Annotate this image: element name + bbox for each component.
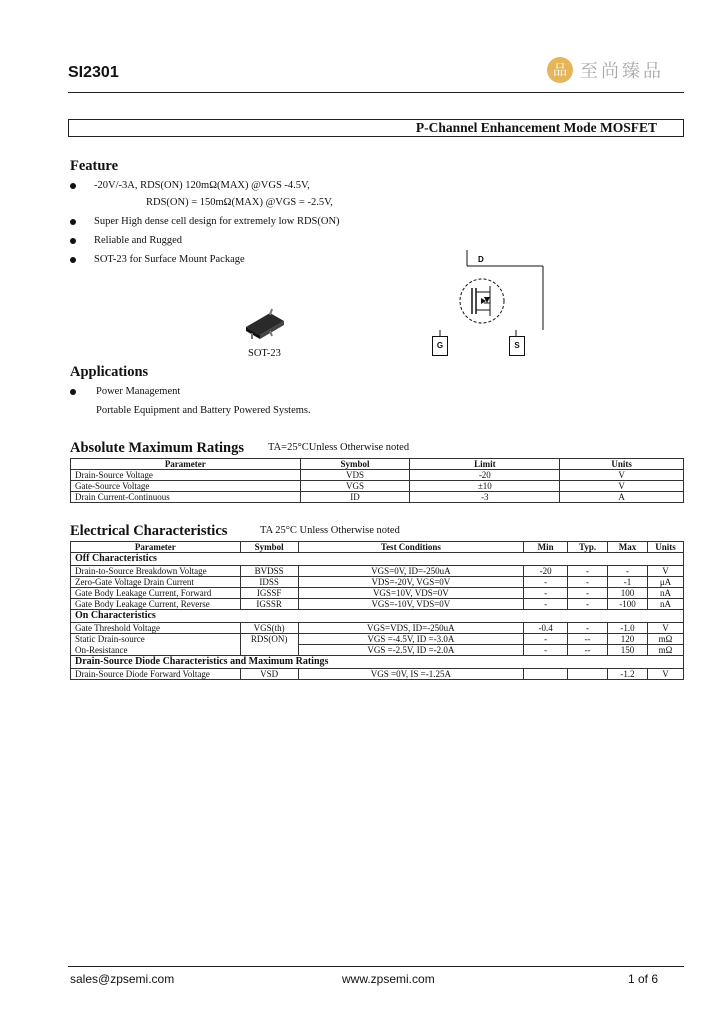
elec-heading: Electrical Characteristics <box>70 523 228 539</box>
applications-heading: Applications <box>70 364 149 380</box>
table-row: Gate Body Leakage Current, Forward IGSSF VGS=10V, VDS=0V - - 100 nA <box>71 588 684 599</box>
logo-glyph: 品 <box>553 63 567 79</box>
table-row: Drain-to-Source Breakdown Voltage BVDSS VGS=0V, ID=-250uA -20 - - V <box>71 566 684 577</box>
drain-label: D <box>478 255 484 264</box>
list-item: Super High dense cell design for extremely low RDS(ON) <box>70 216 340 227</box>
list-item: -20V/-3A, RDS(ON) 120mΩ(MAX) @VGS -4.5V, <box>70 180 310 191</box>
table-header-row: Parameter Symbol Limit Units <box>71 459 684 470</box>
abs-max-heading: Absolute Maximum Ratings <box>70 440 245 456</box>
list-item: Reliable and Rugged <box>70 235 182 246</box>
section-row-on: On Characteristics <box>71 610 684 623</box>
footer-website: www.zpsemi.com <box>342 972 435 986</box>
table-row: Gate Body Leakage Current, Reverse IGSSR VGS=-10V, VDS=0V - - -100 nA <box>71 599 684 610</box>
table-row: Gate Threshold Voltage VGS(th) VGS=VDS, ID=-250uA -0.4 - -1.0 V <box>71 623 684 634</box>
list-item-continuation: RDS(ON) = 150mΩ(MAX) @VGS = -2.5V, <box>146 197 333 208</box>
logo-text: 至尚臻品 <box>580 61 664 82</box>
table-row: Gate-Source Voltage VGS ±10 V <box>71 481 684 492</box>
list-item: SOT-23 for Surface Mount Package <box>70 254 245 265</box>
abs-max-table <box>70 458 684 503</box>
page-number: 1 of 6 <box>628 972 659 986</box>
footer-email: sales@zpsemi.com <box>70 972 175 986</box>
abs-max-note: TA=25°CUnless Otherwise noted <box>268 442 410 453</box>
gate-label: G <box>432 336 448 356</box>
table-row: Drain Current-Continuous ID -3 A <box>71 492 684 503</box>
logo-emblem-icon <box>546 56 574 84</box>
table-row: Drain-Source Diode Forward Voltage VSD VGS =0V, IS =-1.25A -1.2 V <box>71 669 684 680</box>
footer-divider <box>68 966 684 967</box>
source-label: S <box>509 336 525 356</box>
table-row: Drain-Source Voltage VDS -20 V <box>71 470 684 481</box>
elec-note: TA 25°C Unless Otherwise noted <box>260 525 400 536</box>
part-number: SI2301 <box>68 64 119 81</box>
feature-heading: Feature <box>70 158 119 174</box>
sot23-package-icon <box>240 305 290 345</box>
section-row-diode: Drain-Source Diode Characteristics and Maximum Ratings <box>71 656 684 669</box>
section-row-off: Off Characteristics <box>71 553 684 566</box>
table-row: Zero-Gate Voltage Drain Current IDSS VDS=-20V, VGS=0V - - -1 μA <box>71 577 684 588</box>
package-label: SOT-23 <box>248 348 281 359</box>
company-logo <box>546 56 664 84</box>
elec-table <box>70 541 684 680</box>
header-divider <box>68 92 684 93</box>
list-item: Power Management <box>70 386 180 397</box>
table-row: Static Drain-source RDS(ON) VGS =-4.5V, ID =-3.0A - -- 120 mΩ <box>71 634 684 645</box>
table-header-row: Parameter Symbol Test Conditions Min Typ. Max Units <box>71 542 684 553</box>
list-item-continuation: Portable Equipment and Battery Powered Systems. <box>96 405 311 416</box>
page-title: P-Channel Enhancement Mode MOSFET <box>68 119 684 137</box>
table-row: On-Resistance VGS =-2.5V, ID =-2.0A - -- 150 mΩ <box>71 645 684 656</box>
